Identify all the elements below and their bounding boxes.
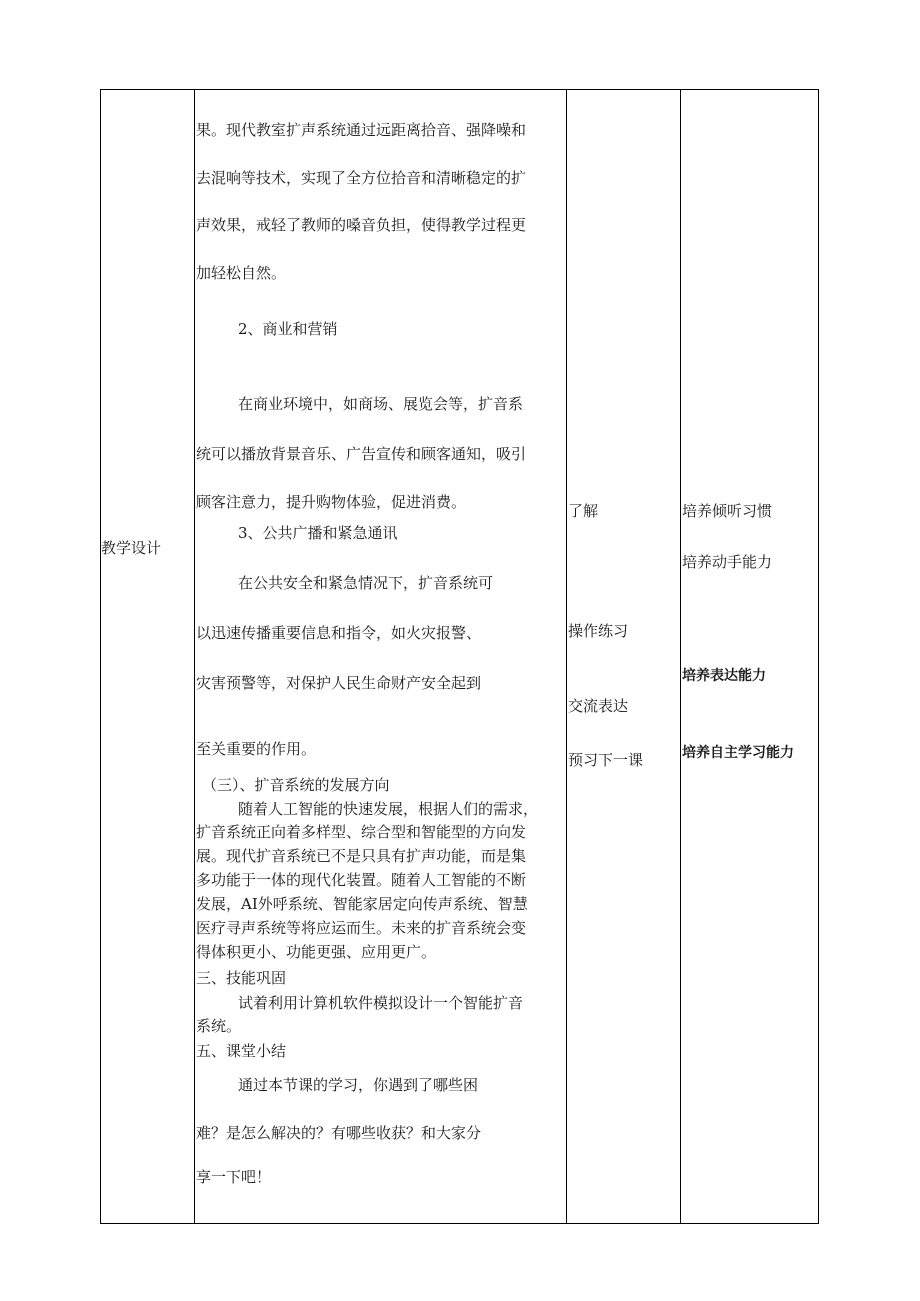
content-line: 得体积更小、功能更强、应用更广。 bbox=[196, 943, 437, 961]
content-line: 以迅速传播重要信息和指令，如火灾报警、 bbox=[196, 624, 482, 642]
content-line: 果。现代教室扩声系统通过远距离拾音、强降噪和 bbox=[196, 121, 527, 139]
design-intent: 培养表达能力 bbox=[682, 668, 766, 684]
content-line: 顾客注意力，提升购物体验，促进消费。 bbox=[196, 493, 467, 511]
content-line: 至关重要的作用。 bbox=[196, 740, 317, 758]
column-divider bbox=[194, 90, 195, 1223]
content-line: 灾害预警等，对保护人民生命财产安全起到 bbox=[196, 674, 482, 692]
content-line: 多功能于一体的现代化装置。随着人工智能的不断 bbox=[196, 871, 527, 889]
content-line: 声效果，戒轻了教师的嗓音负担，使得教学过程更 bbox=[196, 216, 527, 234]
design-intent: 培养倾听习惯 bbox=[682, 502, 773, 520]
content-line: 通过本节课的学习，你遇到了哪些困 bbox=[238, 1076, 479, 1094]
student-activity: 了解 bbox=[568, 502, 599, 520]
content-line: 在公共安全和紧急情况下，扩音系统可 bbox=[238, 574, 494, 592]
section-heading: （三）、扩音系统的发展方向 bbox=[202, 776, 390, 794]
section-heading: 3、公共广播和紧急通讯 bbox=[238, 524, 398, 542]
content-line: 展。现代扩音系统已不是只具有扩声功能，而是集 bbox=[196, 847, 527, 865]
content-line: 随着人工智能的快速发展，根据人们的需求， bbox=[238, 800, 539, 818]
content-line: 扩音系统正向着多样型、综合型和智能型的方向发 bbox=[196, 823, 527, 841]
section-heading: 三、技能巩固 bbox=[196, 969, 287, 987]
content-line: 加轻松自然。 bbox=[196, 264, 287, 282]
section-heading: 2、商业和营销 bbox=[238, 320, 338, 338]
content-line: 系统。 bbox=[196, 1017, 242, 1035]
column-divider bbox=[680, 90, 681, 1223]
section-heading: 五、课堂小结 bbox=[196, 1042, 287, 1060]
content-line: 在商业环境中，如商场、展览会等，扩音系 bbox=[238, 395, 524, 413]
content-line: 去混响等技术，实现了全方位拾音和清晰稳定的扩 bbox=[196, 169, 527, 187]
column-divider bbox=[566, 90, 567, 1223]
design-intent: 培养动手能力 bbox=[682, 553, 773, 571]
content-line: 发展，AI外呼系统、智能家居定向传声系统、智慧 bbox=[196, 895, 528, 913]
row-label: 教学设计 bbox=[101, 539, 162, 557]
student-activity: 交流表达 bbox=[568, 697, 629, 715]
content-line: 统可以播放背景音乐、广告宣传和顾客通知，吸引 bbox=[196, 445, 527, 463]
student-activity: 操作练习 bbox=[568, 622, 629, 640]
content-line: 享一下吧！ bbox=[196, 1168, 272, 1186]
content-line: 医疗寻声系统等将应运而生。未来的扩音系统会变 bbox=[196, 919, 527, 937]
design-intent: 培养自主学习能力 bbox=[682, 745, 794, 761]
content-line: 难？是怎么解决的？有哪些收获？和大家分 bbox=[196, 1124, 482, 1142]
content-line: 试着利用计算机软件模拟设计一个智能扩音 bbox=[238, 994, 524, 1012]
student-activity: 预习下一课 bbox=[568, 751, 644, 769]
